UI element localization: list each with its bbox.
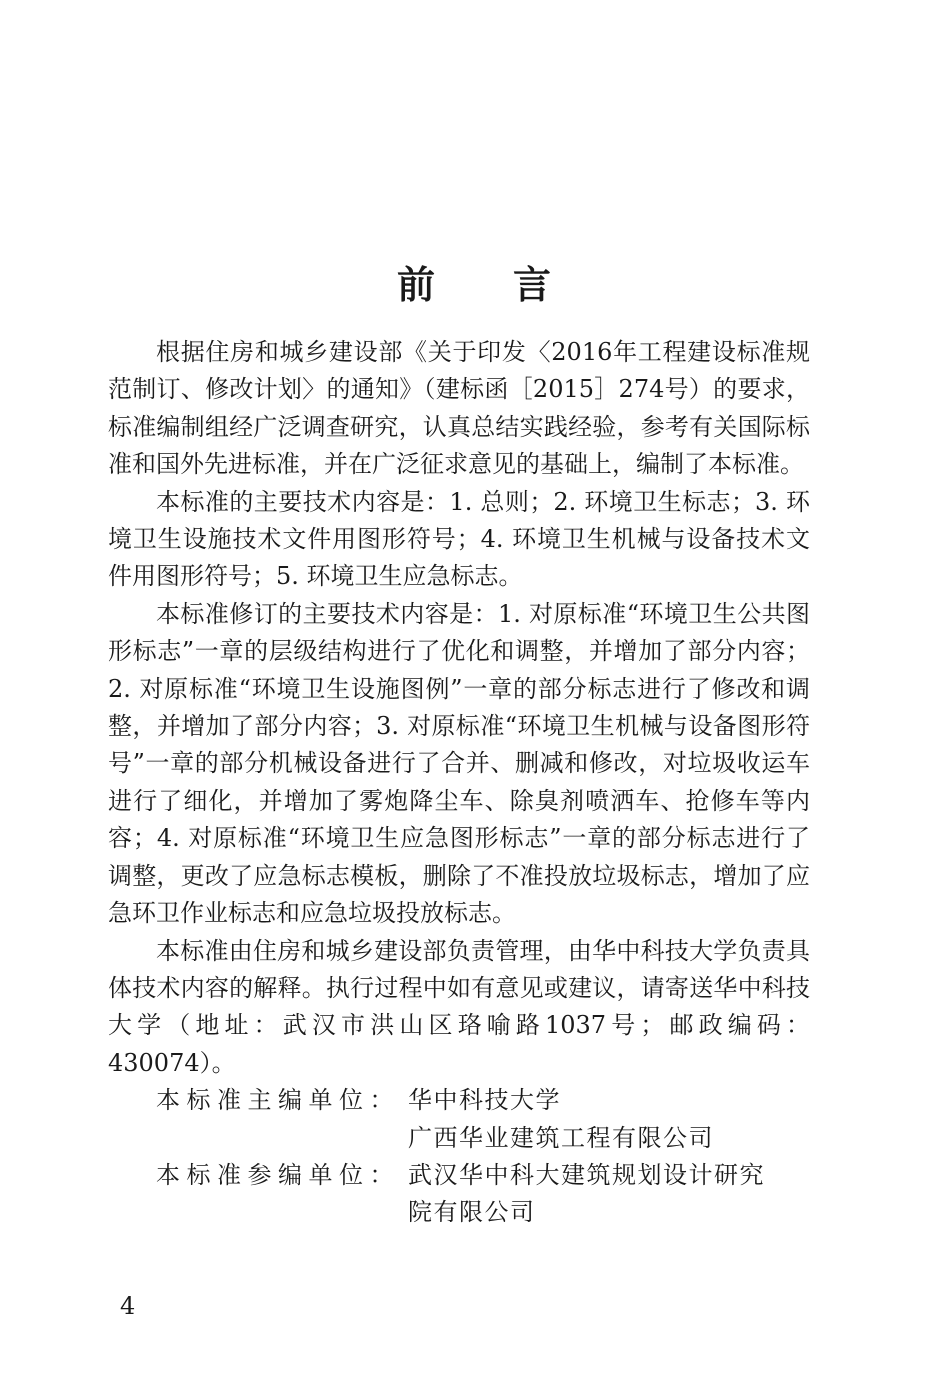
chief-editor-units xyxy=(108,1082,810,1157)
chief-unit-2: 广西华业建筑工程有限公司 xyxy=(408,1123,714,1152)
participating-unit-2: 院有限公司 xyxy=(408,1198,536,1227)
paragraph-basis: 根据住房和城乡建设部《关于印发〈2016年工程建设标准规范制订、修改计划〉的通知》（建标函［2015］274号）的要求，标准编制组经广泛调查研究，认真总结实践经验，参考有关国际标准和国外先进标准，并在广泛征求意见的基础上，编制了本标准。 xyxy=(108,338,810,479)
paragraph-main-content: 本标准的主要技术内容是：1. 总则；2. 环境卫生标志；3. 环境卫生设施技术文件用图形符号；4. 环境卫生机械与设备技术文件用图形符号；5. 环境卫生应急标志。 xyxy=(108,487,810,591)
participating-units-label: 本标准参编单位： xyxy=(156,1160,400,1189)
title-char-2: 言 xyxy=(513,262,554,308)
paragraph-management: 本标准由住房和城乡建设部负责管理，由华中科技大学负责具体技术内容的解释。执行过程中如有意见或建议，请寄送华中科技大学（地址：武汉市洪山区珞喻路1037号；邮政编码：430074）。 xyxy=(108,936,810,1077)
preface-body xyxy=(108,334,810,1232)
page-title xyxy=(0,259,950,311)
participating-unit-1: 武汉华中科大建筑规划设计研究 xyxy=(408,1160,765,1189)
title-char-1: 前 xyxy=(396,262,437,308)
chief-unit-1: 华中科技大学 xyxy=(408,1086,561,1115)
page-number: 4 xyxy=(120,1292,136,1320)
paragraph-revision-content: 本标准修订的主要技术内容是：1. 对原标准“环境卫生公共图形标志”一章的层级结构进行了优化和调整，并增加了部分内容；2. 对原标准“环境卫生设施图例”一章的部分标志进行了修改和调整，并增加了部分内容；3. 对原标准“环境卫生机械与设备图形符号”一章的部分机械设备进行了合并、删减和修改，对垃圾收运车进行了细化，并增加了雾炮降尘车、除臭剂喷洒车、抢修车等内容；4. 对原标准“环境卫生应急图形标志”一章的部分标志进行了调整，更改了应急标志模板，删除了不准投放垃圾标志，增加了应急环卫作业标志和应急垃圾投放标志。 xyxy=(108,599,810,928)
participating-units xyxy=(108,1157,810,1232)
chief-units-label: 本标准主编单位： xyxy=(156,1086,400,1115)
